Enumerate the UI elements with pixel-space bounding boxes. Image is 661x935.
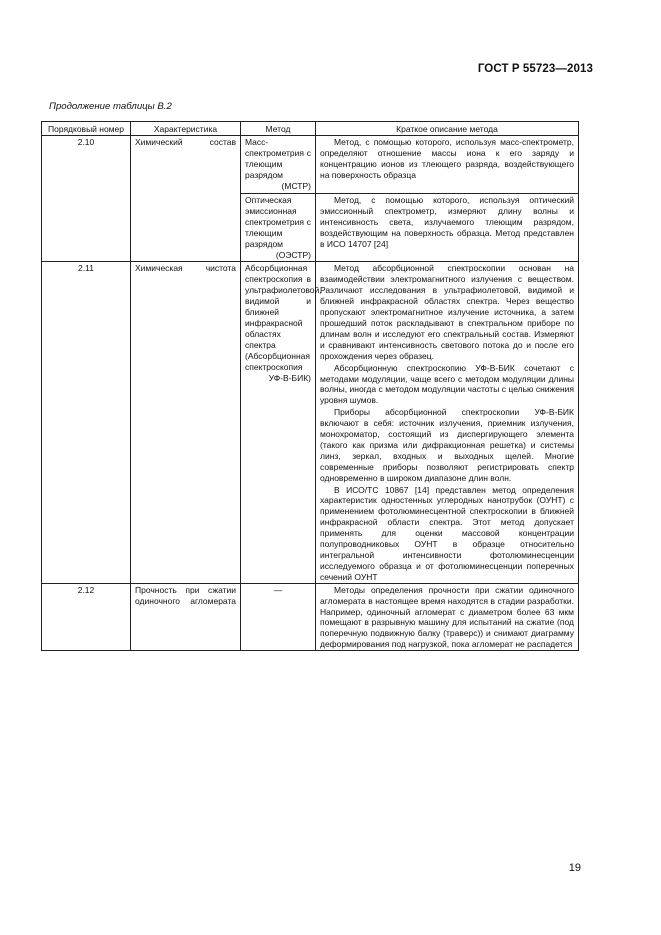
description-text: Методы определения прочности при сжатии одиночного агломерата в настоящее время находятся в стадии разработки. Например, одиночный агломерат с диаметром более 63 мкм помещают в разрывную машину для испытаний на сжатие (под поперечную подвижную балку (траверс)) и снимают диаграмму деформирования под нагрузкой, пока агломерат не распадется [320, 584, 574, 650]
description-paragraph: Абсорбционную спектроскопию УФ-В-БИК сочетают с методами модуляции, чаще всего с методом модуляции длины волны, иногда с методом модуляции частоты с целью снижения уровня шумов. [320, 362, 574, 406]
method-cell: — [241, 583, 316, 650]
row-characteristic: Химическая чистота [131, 262, 241, 583]
table-caption: Продолжение таблицы В.2 [49, 101, 172, 112]
table-row [42, 136, 579, 262]
table-header-row [42, 122, 579, 136]
description-paragraph: Метод абсорбционной спектроскопии основан на взаимодействии электромагнитного излучения с веществом. Различают исследования в ультрафиолетовой, видимой и ближней инфракрасной областях спектра. Через вещество пропускают электромагнитное излучение источника, а затем прошедший поток раскладывают в спектральном приборе по длинам волн и исследуют его спектральный состав. Измеряют и сравнивают интенсивность светового потока до и после его прохождения через образец. [320, 263, 574, 361]
description-cell [316, 193, 578, 251]
page-number: 19 [568, 862, 581, 874]
method-cell: Оптическая эмиссионная спектрометрия с тлеющим разрядом (ОЭСТР) [241, 193, 315, 261]
description-paragraph: В ИСО/ТС 10867 [14] представлен метод определения характеристик одностенных углеродных нанотрубок (ОУНТ) с применением фотолюминесцентной спектроскопии в ближней инфракрасной области спектра. Этот метод допускает применять для оценки массовой концентрации полупроводниковых ОУНТ в образце относительно интегральной интенсивности фотолюминесценции исследуемого образца и от фотолюминесценции поперечных сечений ОУНТ [320, 484, 574, 582]
description-text: Метод, с помощью которого, используя масс-спектрометр, определяют отношение массы иона к его заряду и концентрацию ионов из тлеющего разряда, воздействующего на поверхность образца [320, 137, 574, 180]
description-paragraph: Приборы абсорбционной спектроскопии УФ-В-БИК включают в себя: источник излучения, приемник излучения, монохроматор, состоящий из диспергирующего элемента (такого как призма или дифракционная решетка) и системы линз, зеркал, входных и выходных щелей. Многие современные приборы позволяют регистрировать спектр одновременно в широком диапазоне длин волн. [320, 407, 574, 483]
method-cell: Масс-спектрометрия с тлеющим разрядом (МСТР) [245, 137, 311, 191]
row-methods [241, 136, 316, 262]
column-header-description: Краткое описание метода [316, 122, 579, 136]
row-number: 2.10 [42, 136, 131, 262]
description-cell [316, 262, 579, 583]
method-cell: Абсорбционная спектроскопия в ультрафиолетовой, видимой и ближней инфракрасной областях спектра (Абсорбционная спектроскопия УФ-В-БИК) [241, 262, 316, 583]
document-header: ГОСТ Р 55723—2013 [477, 63, 593, 75]
row-number: 2.12 [42, 583, 131, 650]
column-header-method: Метод [241, 122, 316, 136]
row-characteristic: Химический состав [131, 136, 241, 262]
description-cell [316, 583, 579, 650]
table-row [42, 262, 579, 583]
row-characteristic: Прочность при сжатии одиночного агломерата [131, 583, 241, 650]
column-header-number: Порядковый номер [42, 122, 131, 136]
row-descriptions [316, 136, 579, 262]
row-number: 2.11 [42, 262, 131, 583]
description-text: Метод, с помощью которого, используя оптический эмиссионный спектрометр, измеряют длину волны и интенсивность света, излучаемого тлеющим разрядом, воздействующим на поверхность образца. Метод представлен в ИСО 14707 [24] [320, 195, 574, 249]
description-cell [316, 136, 578, 193]
column-header-characteristic: Характеристика [131, 122, 241, 136]
methods-table [41, 121, 579, 651]
table-row [42, 583, 579, 650]
